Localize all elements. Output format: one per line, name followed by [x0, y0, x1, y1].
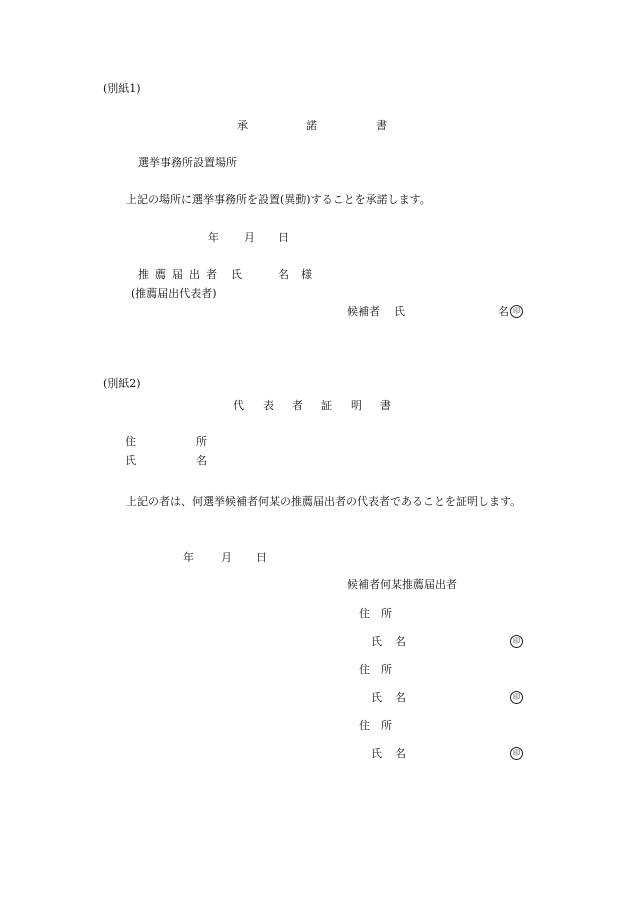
form1-title-char-2: 諾 [306, 119, 317, 132]
recipient-char: 届 [172, 268, 183, 281]
form2-label: (別紙2) [103, 377, 141, 390]
seal-mark: 印 [510, 305, 523, 318]
recipient-char: 出 [189, 268, 200, 281]
candidate-name-char: 名 [498, 305, 509, 318]
nominators-heading: 候補者何某推薦届出者 [347, 578, 457, 591]
recipient-char: 薦 [155, 268, 166, 281]
nominator-address-char: 所 [381, 663, 392, 676]
date-day: 日 [278, 231, 289, 244]
address-label-char: 住 [125, 435, 136, 448]
date-day: 日 [256, 551, 267, 564]
recipient-char: 様 [301, 268, 312, 281]
form2-title-char-4: 証 [321, 399, 332, 412]
certification-statement: 上記の者は、何選挙候補者何某の推薦届出者の代表者であることを証明します。 [126, 495, 522, 508]
candidate-name-label: 氏 [394, 305, 405, 318]
date-year: 年 [208, 231, 219, 244]
address-label-char: 所 [196, 435, 207, 448]
form2-title-char-6: 書 [380, 399, 391, 412]
form1-label: (別紙1) [103, 82, 141, 95]
name-label-char: 氏 [125, 454, 136, 467]
nominator-name-char: 氏 [371, 747, 382, 760]
nominator-address-char: 住 [359, 607, 370, 620]
form1-title-char-3: 書 [376, 119, 387, 132]
form2-title-char-2: 表 [263, 399, 274, 412]
recipient-char: 者 [206, 268, 217, 281]
recipient-char: 名 [278, 268, 289, 281]
consent-statement: 上記の場所に選挙事務所を設置(異動)することを承諾します。 [126, 193, 431, 206]
nominator-name-char: 氏 [371, 691, 382, 704]
date-month: 月 [221, 551, 232, 564]
candidate-label: 候補者 [347, 305, 380, 318]
form2-title-char-3: 者 [292, 399, 303, 412]
seal-mark: 印 [510, 747, 523, 760]
recipient-char: 推 [138, 268, 149, 281]
nominator-address-char: 住 [359, 719, 370, 732]
name-label-char: 名 [196, 454, 207, 467]
nominator-name-char: 氏 [371, 635, 382, 648]
form2-title-char-5: 明 [351, 399, 362, 412]
nominator-address-char: 所 [381, 607, 392, 620]
nominator-name-char: 名 [395, 691, 406, 704]
nominator-name-char: 名 [395, 635, 406, 648]
nominator-address-char: 住 [359, 663, 370, 676]
location-label: 選挙事務所設置場所 [138, 156, 237, 169]
nominator-name-char: 名 [395, 747, 406, 760]
form1-title-char-1: 承 [237, 119, 248, 132]
nominator-address-char: 所 [381, 719, 392, 732]
date-year: 年 [183, 551, 194, 564]
date-month: 月 [244, 231, 255, 244]
seal-mark: 印 [510, 635, 523, 648]
recipient-char: 氏 [231, 268, 242, 281]
recipient-sub: (推薦届出代表者) [131, 287, 217, 300]
seal-mark: 印 [510, 691, 523, 704]
form2-title-char-1: 代 [233, 399, 244, 412]
